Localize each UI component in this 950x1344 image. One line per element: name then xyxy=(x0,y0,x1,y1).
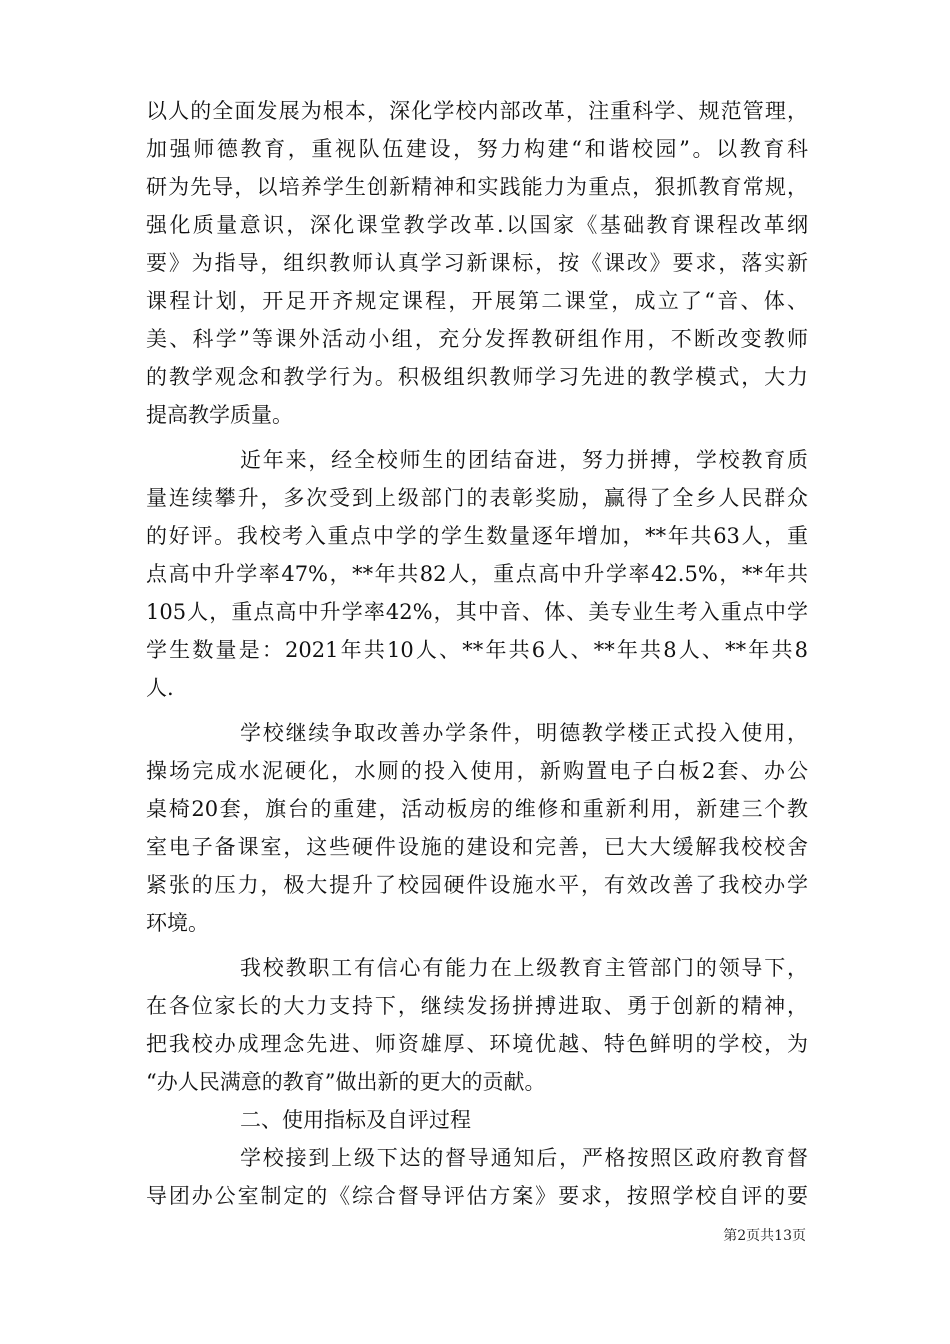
text-line: 的教学观念和教学行为。积极组织教师学习先进的教学模式，大力 xyxy=(146,365,808,389)
text-line: 我校教职工有信心有能力在上级教育主管部门的领导下， xyxy=(240,956,808,980)
section-heading xyxy=(146,1101,808,1139)
text-line: 强化质量意识，深化课堂教学改革.以国家《基础教育课程改革纲 xyxy=(146,213,808,237)
paragraph-education-quality xyxy=(146,441,808,707)
text-line: 研为先导，以培养学生创新精神和实践能力为重点，狠抓教育常规， xyxy=(146,175,808,199)
text-line: 学生数量是：2021年共10人、**年共6人、**年共8人、**年共8 xyxy=(146,638,808,662)
paragraph-education-philosophy xyxy=(146,92,808,434)
text-line: 桌椅20套，旗台的重建，活动板房的维修和重新利用，新建三个教 xyxy=(146,797,808,821)
text-line: 在各位家长的大力支持下，继续发扬拼搏进取、勇于创新的精神， xyxy=(146,994,808,1018)
text-line: 人. xyxy=(146,676,174,700)
page-number: 第2页共13页 xyxy=(723,1228,806,1244)
text-line: 以人的全面发展为根本，深化学校内部改革，注重科学、规范管理， xyxy=(146,99,808,123)
text-line: 学校继续争取改善办学条件，明德教学楼正式投入使用， xyxy=(240,721,808,745)
text-line: 美、科学”等课外活动小组，充分发挥教研组作用，不断改变教师 xyxy=(146,327,808,351)
text-line: 环境。 xyxy=(146,911,209,935)
text-line: 紧张的压力，极大提升了校园硬件设施水平，有效改善了我校办学 xyxy=(146,873,808,897)
text-line: 近年来，经全校师生的团结奋进，努力拼搏，学校教育质 xyxy=(240,448,808,472)
text-line: “办人民满意的教育”做出新的更大的贡献。 xyxy=(146,1070,546,1094)
paragraph-school-conditions xyxy=(146,714,808,942)
text-line: 导团办公室制定的《综合督导评估方案》要求，按照学校自评的要 xyxy=(146,1184,808,1208)
paragraph-staff-confidence xyxy=(146,949,808,1101)
text-line: 二、使用指标及自评过程 xyxy=(240,1108,471,1132)
document-body xyxy=(146,92,808,1215)
text-line: 的好评。我校考入重点中学的学生数量逐年增加，**年共63人，重 xyxy=(146,524,808,548)
text-line: 105人，重点高中升学率42%，其中音、体、美专业生考入重点中学 xyxy=(146,600,808,624)
text-line: 量连续攀升，多次受到上级部门的表彰奖励，赢得了全乡人民群众 xyxy=(146,486,808,510)
text-line: 操场完成水泥硬化，水厕的投入使用，新购置电子白板2套、办公 xyxy=(146,759,808,783)
text-line: 加强师德教育，重视队伍建设，努力构建“和谐校园”。以教育科 xyxy=(146,137,808,161)
text-line: 要》为指导，组织教师认真学习新课标，按《课改》要求，落实新 xyxy=(146,251,808,275)
text-line: 学校接到上级下达的督导通知后，严格按照区政府教育督 xyxy=(240,1146,808,1170)
text-line: 点高中升学率47%，**年共82人，重点高中升学率42.5%，**年共 xyxy=(146,562,808,586)
paragraph-self-evaluation xyxy=(146,1139,808,1215)
text-line: 提高教学质量。 xyxy=(146,403,293,427)
text-line: 室电子备课室，这些硬件设施的建设和完善，已大大缓解我校校舍 xyxy=(146,835,808,859)
text-line: 把我校办成理念先进、师资雄厚、环境优越、特色鲜明的学校，为 xyxy=(146,1032,808,1056)
text-line: 课程计划，开足开齐规定课程，开展第二课堂，成立了“音、体、 xyxy=(146,289,808,313)
